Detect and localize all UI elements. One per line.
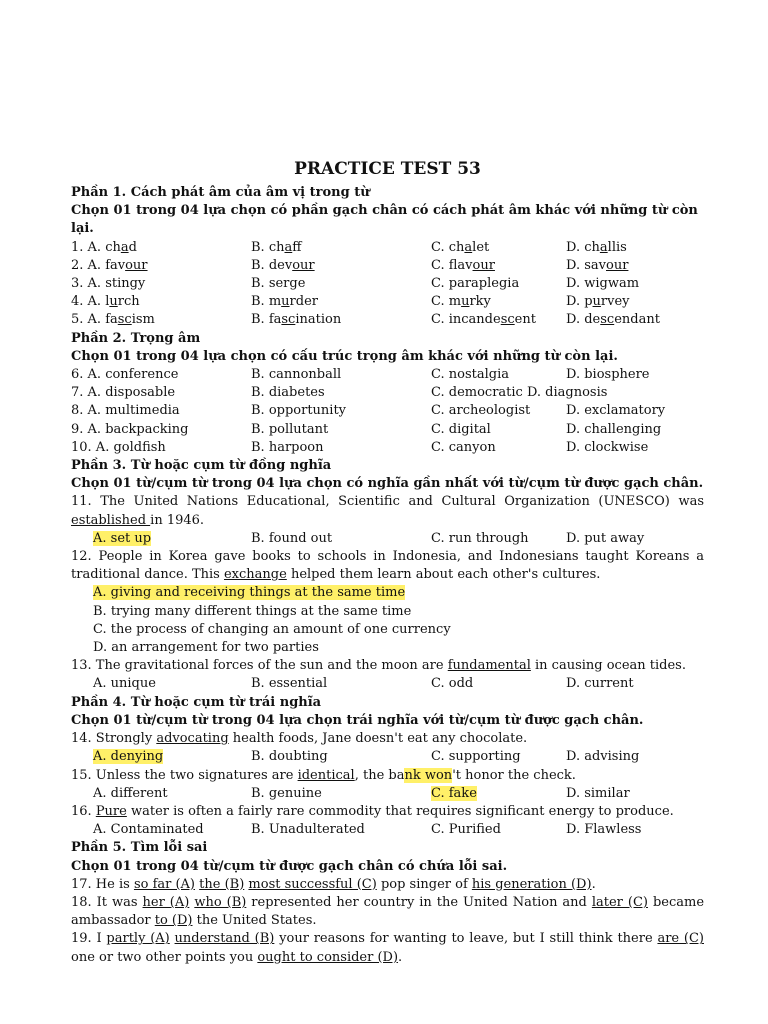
option-c: C. supporting — [431, 749, 521, 765]
options-row — [71, 530, 704, 548]
option-b: B. serge — [251, 276, 306, 292]
option-b: B. trying many different things at the same time — [93, 603, 412, 619]
option-b: B. essential — [251, 676, 328, 692]
question-14: 14. Strongly advocating health foods, Jane doesn't eat any chocolate. — [71, 731, 528, 747]
option-d: D. similar — [566, 785, 630, 801]
part5-heading: Phần 5. Tìm lỗi sai — [71, 840, 208, 856]
option-c-d: C. democratic D. diagnosis — [431, 385, 608, 401]
option-b: B. found out — [251, 530, 333, 546]
option-c: C. nostalgia — [431, 367, 509, 383]
option-a: 8. A. multimedia — [71, 403, 180, 419]
question-row — [71, 239, 704, 257]
option-a: 1. A. chad — [71, 239, 137, 255]
option-b: B. fascination — [251, 312, 342, 328]
page-title: PRACTICE TEST 53 — [294, 159, 481, 179]
option-a: 6. A. conference — [71, 367, 179, 383]
part1-heading: Phần 1. Cách phát âm của âm vị trong từ — [71, 185, 370, 200]
option-c: C. paraplegia — [431, 276, 520, 292]
options-row — [71, 821, 704, 839]
option-c: C. Purified — [431, 822, 501, 838]
option-b: B. pollutant — [251, 421, 329, 437]
part4-instruction: Chọn 01 từ/cụm từ trong 04 lựa chọn trái nghĩa với từ/cụm từ được gạch chân. — [71, 712, 644, 728]
option-a: 10. A. goldfish — [71, 439, 166, 455]
part4-heading: Phần 4. Từ hoặc cụm từ trái nghĩa — [71, 694, 322, 710]
option-d: D. biosphere — [566, 367, 650, 383]
part1-instruction: Chọn 01 trong 04 lựa chọn có phần gạch chân có cách phát âm khác với những từ còn lại. — [71, 203, 698, 237]
question-row — [71, 402, 704, 420]
option-a: 4. A. lurch — [71, 294, 140, 310]
part3-instruction: Chọn 01 từ/cụm từ trong 04 lựa chọn có nghĩa gần nhất với từ/cụm từ được gạch chân. — [71, 476, 704, 492]
option-d: D. challis — [566, 239, 627, 255]
option-c: C. chalet — [431, 239, 490, 255]
option-d: D. clockwise — [566, 439, 649, 455]
question-13: 13. The gravitational forces of the sun and the moon are fundamental in causing ocean tides. — [71, 658, 686, 674]
question-16: 16. Pure water is often a fairly rare commodity that requires significant energy to produce. — [71, 803, 674, 819]
option-a: A. unique — [93, 676, 156, 692]
option-b: B. harpoon — [251, 439, 324, 455]
question-row — [71, 439, 704, 457]
option-b: B. genuine — [251, 785, 322, 801]
option-d: D. put away — [566, 530, 645, 546]
option-c: C. digital — [431, 421, 491, 437]
option-c: C. fake — [431, 785, 477, 801]
option-d: D. exclamatory — [566, 403, 666, 419]
option-d: D. Flawless — [566, 822, 642, 838]
option-d: D. advising — [566, 749, 640, 765]
option-d: D. purvey — [566, 294, 630, 310]
option-c: C. canyon — [431, 439, 496, 455]
option-c: C. incandescent — [431, 312, 536, 328]
question-row — [71, 366, 704, 384]
option-a: 3. A. stingy — [71, 276, 146, 292]
option-b: B. murder — [251, 294, 318, 310]
part2-instruction: Chọn 01 trong 04 lựa chọn có cấu trúc trọng âm khác với những từ còn lại. — [71, 348, 618, 364]
option-c: C. the process of changing an amount of one currency — [93, 621, 451, 637]
options-row — [71, 748, 704, 766]
question-row — [71, 421, 704, 439]
option-b: B. devour — [251, 257, 315, 273]
option-a: A. different — [93, 785, 168, 801]
option-a: 2. A. favour — [71, 257, 148, 273]
part2-heading: Phần 2. Trọng âm — [71, 330, 201, 346]
option-a: A. set up — [93, 530, 152, 546]
option-c: C. run through — [431, 530, 529, 546]
question-row — [71, 257, 704, 275]
part5-instruction: Chọn 01 trong 04 từ/cụm từ được gạch chân có chứa lỗi sai. — [71, 858, 508, 874]
question-19: 19. I partly (A) understand (B) your reasons for wanting to leave, but I still think there are (C) one or two other points you ought to consider (D). — [71, 931, 704, 965]
question-row — [71, 384, 704, 402]
option-b: B. opportunity — [251, 403, 347, 419]
option-a: A. denying — [93, 749, 164, 765]
question-row — [71, 275, 704, 293]
part3-heading: Phần 3. Từ hoặc cụm từ đồng nghĩa — [71, 458, 332, 474]
options-row — [71, 785, 704, 803]
option-b: B. Unadulterated — [251, 822, 365, 838]
option-c: C. murky — [431, 294, 491, 310]
option-d: D. challenging — [566, 421, 662, 437]
options-row — [71, 675, 704, 693]
option-d: D. descendant — [566, 312, 660, 328]
option-d: D. wigwam — [566, 276, 640, 292]
option-c: C. flavour — [431, 257, 495, 273]
option-d: D. current — [566, 676, 634, 692]
question-row — [71, 293, 704, 311]
question-11: 11. The United Nations Educational, Scientific and Cultural Organization (UNESCO) was established in 1946. — [71, 494, 704, 528]
option-b: B. diabetes — [251, 385, 325, 401]
option-b: B. doubting — [251, 749, 328, 765]
option-a: 5. A. fascism — [71, 312, 155, 328]
option-d: D. an arrangement for two parties — [93, 640, 319, 656]
option-a: A. Contaminated — [93, 822, 204, 838]
option-d: D. savour — [566, 257, 629, 273]
option-a: 7. A. disposable — [71, 385, 176, 401]
option-a: A. giving and receiving things at the same time — [93, 585, 406, 601]
option-b: B. chaff — [251, 239, 302, 255]
option-c: C. archeologist — [431, 403, 531, 419]
option-c: C. odd — [431, 676, 474, 692]
question-18: 18. It was her (A) who (B) represented her country in the United Nation and later (C) became ambassador to (D) the United States. — [71, 894, 705, 929]
option-b: B. cannonball — [251, 367, 342, 383]
question-row — [71, 311, 704, 329]
option-a: 9. A. backpacking — [71, 421, 189, 437]
question-15: 15. Unless the two signatures are identical, the bank won't honor the check. — [71, 767, 576, 783]
question-12: 12. People in Korea gave books to schools in Indonesia, and Indonesians taught Koreans a traditional dance. This exchange helped them learn about each other's cultures. — [71, 549, 704, 583]
question-17: 17. He is so far (A) the (B) most successful (C) pop singer of his generation (D). — [71, 876, 596, 892]
